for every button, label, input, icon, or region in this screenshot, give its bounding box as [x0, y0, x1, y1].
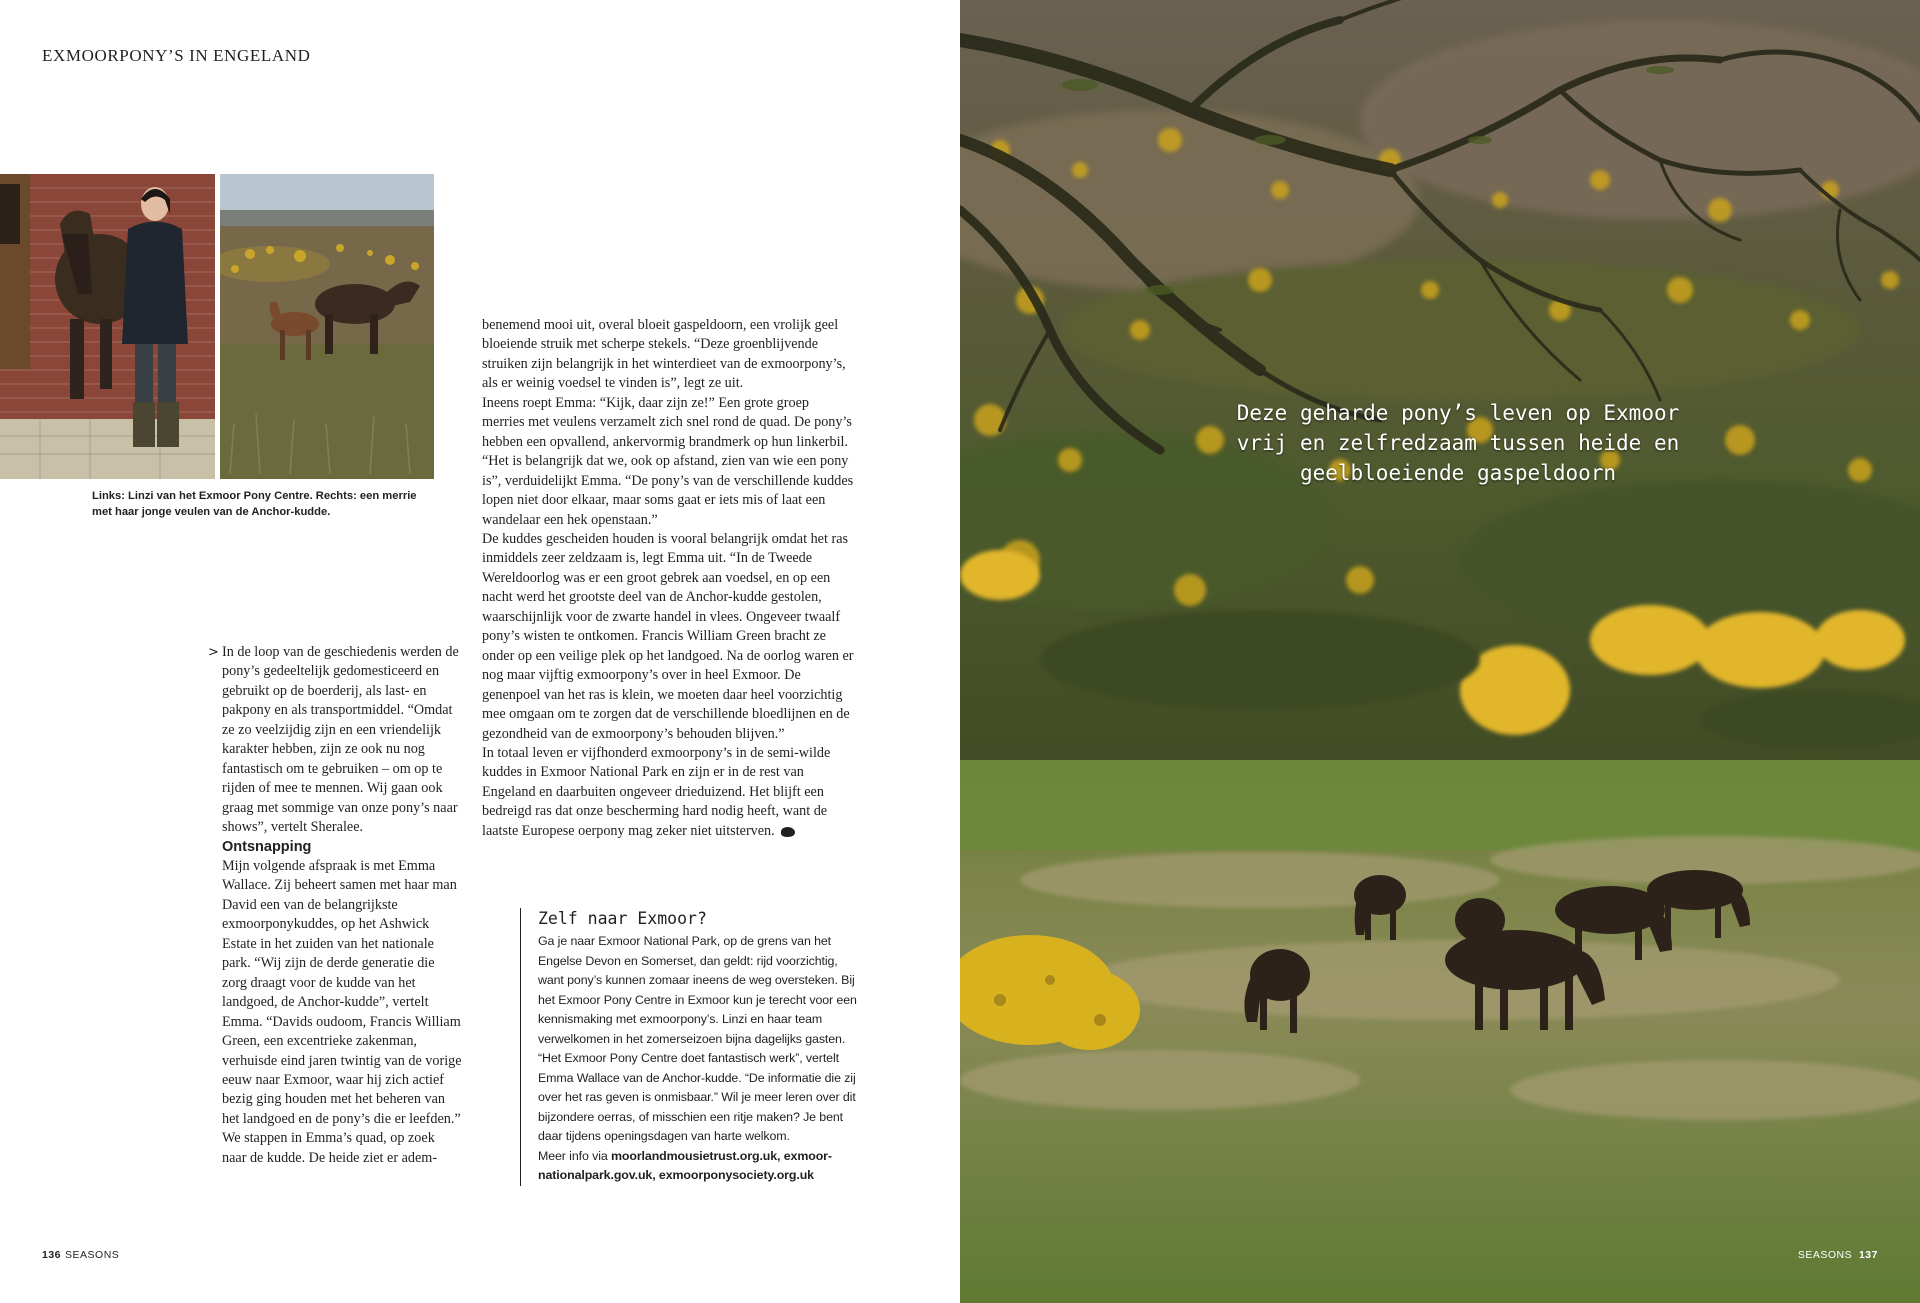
body-paragraph: We stappen in Emma’s quad, op zoek naar de kudde. De heide ziet er adem-	[222, 1130, 438, 1166]
body-paragraph-text: In totaal leven er vijfhonderd exmoorpony’s in de semi-wilde kuddes in Exmoor National Park en zijn er in de rest van Engeland en daarbuiten ongeveer drieduizend. Het blijft een bedreigd ras dat onze bescherming hard nodig heeft, want de laatste Europese oerpony mag zeker niet uitsterven.	[482, 744, 831, 839]
subheading-ontsnapping: Ontsnapping	[222, 838, 312, 855]
page-number: 137	[1858, 1249, 1878, 1261]
magazine-name: SEASONS	[1797, 1249, 1853, 1261]
footer-left	[42, 1249, 119, 1261]
body-paragraph-last	[482, 744, 854, 841]
body-paragraph: In de loop van de geschiedenis werden de pony’s gedeeltelijk gedomesticeerd en gebruikt op de boerderij, als last- en pakpony en als transportmiddel. “Omdat ze zo veelzijdig zijn en een vriendelijk karakter hebben, zijn ze ook nu nog fantastisch om te gebruiken – om op te rijden of mee te mennen. Wij gaan ook graag met sommige van onze pony’s naar shows”, vertelt Sheralee.	[222, 644, 459, 836]
article-column-2	[482, 316, 854, 841]
photo-ponies-on-moor	[960, 0, 1920, 1303]
photo-caption: Links: Linzi van het Exmoor Pony Centre. Rechts: een merrie met haar jonge veulen van de Anchor-kudde.	[92, 490, 417, 518]
info-box-title: Zelf naar Exmoor?	[538, 909, 707, 928]
body-paragraph: Ineens roept Emma: “Kijk, daar zijn ze!” Een grote groep merries met veulens verzamelt zich snel rond de quad. De pony’s hebben een opvallend, ankervormig brandmerk op hun linkerbil. “Het is belangrijk dat we, ook op afstand, zien van wie een pony is”, verduidelijkt Emma. “De pony’s van de verschillende kuddes lopen niet door elkaar, maar soms gaat er iets mis of laat een wandelaar een hek openstaan.”	[482, 394, 854, 528]
info-box-links[interactable]: moorlandmousietrust.org.uk, exmoor-nationalpark.gov.uk, exmoorponysociety.org.uk	[538, 1148, 832, 1182]
body-paragraph: De kuddes gescheiden houden is vooral belangrijk omdat het ras inmiddels zeer zeldzaam is, legt Emma uit. “In de Tweede Wereldoorlog was er een groot gebrek aan voedsel, en op een nacht werd het grootste deel van de Anchor-kudde gestolen, waarschijnlijk voor de zwarte handel in vlees. Ongeveer twaalf pony’s wisten te ontkomen. Francis William Green bracht ze onder op een veilige plek op het landgoed. Na de oorlog waren er nog maar vijftig exmoorpony’s over in heel Exmoor. De genenpoel van het ras is klein, we moeten daar heel voorzichtig mee omgaan om te zorgen dat de verschillende bloedlijnen en de gezondheid van de exmoorpony’s behouden blijven.”	[482, 530, 854, 742]
pull-quote: Deze geharde pony’s leven op Exmoor vrij en zelfredzaam tussen heide en geelbloeiende gaspeldoorn	[1236, 401, 1680, 485]
body-paragraph: benemend mooi uit, overal bloeit gaspeldoorn, een vrolijk geel bloeiende struik met scherpe stekels. “Deze groenblijvende struiken zijn belangrijk in het winterdieet van de exmoorpony’s, als er weinig voedsel te vinden is”, legt ze uit.	[482, 317, 846, 392]
page-number: 136	[42, 1249, 62, 1261]
info-box-text: Ga je naar Exmoor National Park, op de grens van het Engelse Devon en Somerset, dan geldt: rijd voorzichtig, want pony’s kunnen zomaar ineens de weg oversteken. Bij het Exmoor Pony Centre in Exmoor kun je terecht voor een kennismaking met exmoorpony’s. Linzi en haar team verwelkomen in het zomerseizoen bijna dagelijks gasten. “Het Exmoor Pony Centre doet fantastisch werk”, vertelt Emma Wallace van de Anchor-kudde. “De informatie die zij over het ras geven is onmisbaar.” Wil je meer leren over dit bijzondere oerras, of misschien een ritje maken? Je bent daar tijdens openingsdagen van harte welkom.	[538, 934, 857, 1143]
article-column-1	[208, 643, 462, 1168]
footer-right	[1798, 1249, 1882, 1261]
info-box	[520, 908, 860, 1186]
info-box-more-info-label: Meer info via	[538, 1148, 611, 1163]
magazine-name: SEASONS	[65, 1249, 120, 1261]
continue-arrow: >	[208, 645, 219, 660]
body-paragraph: Mijn volgende afspraak is met Emma Wallace. Zij beheert samen met haar man David een van de belangrijkste exmoorponykuddes, op het Ashwick Estate in het zuiden van het nationale park. “Wij zijn de derde generatie die zorg draagt voor de kudde van het landgoed, de Anchor-kudde”, vertelt Emma. “Davids oudoom, Francis William Green, een excentrieke zakenman, verhuisde eind jaren twintig van de vorige eeuw naar Exmoor, waar hij zich actief bezig ging houden met het beheren van het landgoed en de pony’s die er leefden.”	[222, 857, 462, 1127]
photo-linzi-with-pony	[0, 174, 215, 479]
end-of-article-icon	[781, 827, 795, 837]
right-page	[960, 0, 1920, 1303]
info-box-body	[538, 932, 860, 1186]
section-title: EXMOORPONY’S IN ENGELAND	[42, 46, 311, 65]
photo-mare-with-foal	[220, 174, 434, 479]
